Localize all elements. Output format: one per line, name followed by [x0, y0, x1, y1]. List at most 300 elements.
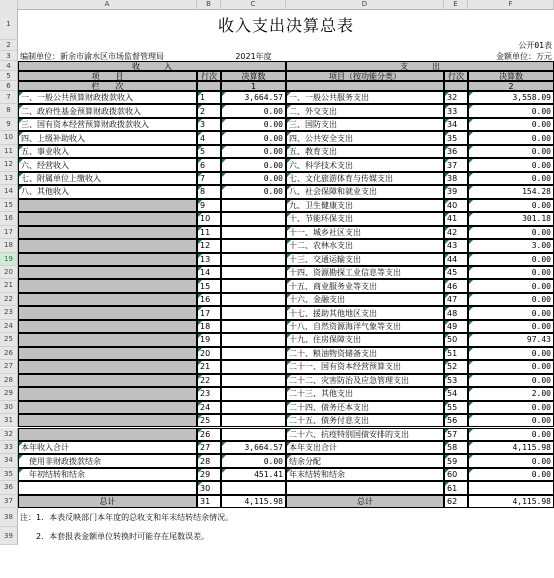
income-amount[interactable] [221, 387, 286, 400]
income-item-name[interactable]: 二、政府性基金预算财政拨款收入 [18, 104, 197, 117]
income-row-number[interactable]: 1 [197, 91, 221, 104]
income-amount[interactable]: 0.00 [221, 131, 286, 144]
cell-indicator-icon [198, 442, 202, 446]
row-number[interactable]: 6 [0, 81, 18, 91]
cell-indicator-icon [287, 334, 291, 338]
expense-row-number[interactable]: 52 [444, 360, 468, 373]
expense-item-name[interactable]: 四、公共安全支出 [286, 131, 444, 144]
income-item-name[interactable] [18, 279, 197, 292]
expense-amount[interactable] [468, 481, 554, 494]
income-row-number[interactable]: 19 [197, 333, 221, 346]
lanci-blank-e[interactable] [444, 81, 468, 91]
column-header-e[interactable]: E [444, 0, 468, 9]
income-row-number[interactable]: 17 [197, 306, 221, 319]
expense-row-number[interactable]: 47 [444, 293, 468, 306]
income-row-number[interactable]: 10 [197, 212, 221, 225]
expense-section-header[interactable]: 支 出 [286, 61, 554, 71]
cell-indicator-icon [445, 469, 449, 473]
row-number[interactable]: 37 [0, 495, 18, 508]
report-year[interactable]: 2021年度 [235, 51, 272, 61]
income-amount[interactable]: 0.00 [221, 104, 286, 117]
income-row-number[interactable]: 15 [197, 279, 221, 292]
report-title[interactable]: 收入支出决算总表 [217, 16, 354, 35]
row-number[interactable]: 15 [0, 199, 18, 212]
income-row-number[interactable]: 23 [197, 387, 221, 400]
income-amount[interactable]: 0.00 [221, 172, 286, 185]
income-item-name[interactable] [18, 360, 197, 373]
income-amount[interactable]: 451.41 [221, 468, 286, 481]
lanci-label[interactable]: 栏 次 [18, 81, 197, 91]
expense-amount[interactable]: 301.18 [468, 212, 554, 225]
row-number[interactable]: 7 [0, 91, 18, 104]
cell-indicator-icon [222, 159, 226, 163]
income-section-header[interactable]: 收 入 [18, 61, 286, 71]
cell-indicator-icon [445, 455, 449, 459]
lanci-1[interactable]: 1 [221, 81, 286, 91]
income-amount[interactable] [221, 293, 286, 306]
row-number[interactable]: 19 [0, 253, 18, 266]
income-amount[interactable] [221, 481, 286, 494]
expense-row-number[interactable]: 48 [444, 306, 468, 319]
income-row-number[interactable]: 29 [197, 468, 221, 481]
cell-indicator-icon [469, 254, 473, 258]
lanci-blank-b[interactable] [197, 81, 221, 91]
income-row-number[interactable]: 12 [197, 239, 221, 252]
row-number[interactable]: 16 [0, 212, 18, 225]
income-item-name[interactable]: 四、上级补助收入 [18, 131, 197, 144]
cell-indicator-icon [469, 227, 473, 231]
expense-item-name[interactable]: 二十二、灾害防治及应急管理支出 [286, 374, 444, 387]
row-number[interactable]: 13 [0, 172, 18, 185]
income-item-name[interactable] [18, 428, 197, 441]
row-number[interactable]: 23 [0, 306, 18, 319]
row-number[interactable]: 35 [0, 468, 18, 481]
cell-indicator-icon [445, 375, 449, 379]
expense-amount[interactable]: 0.00 [468, 131, 554, 144]
expense-amount[interactable]: 0.00 [468, 428, 554, 441]
expense-amount[interactable]: 0.00 [468, 347, 554, 360]
cell-indicator-icon [287, 469, 291, 473]
expense-item-name[interactable]: 十七、援助其他地区支出 [286, 306, 444, 319]
income-row-number[interactable]: 16 [197, 293, 221, 306]
cell-indicator-icon [287, 321, 291, 325]
income-amount[interactable] [221, 212, 286, 225]
cell-indicator-icon [469, 334, 473, 338]
compiling-unit[interactable]: 编制单位：新余市渝水区市场监督管理局 [20, 51, 164, 61]
income-amount[interactable]: 0.00 [221, 454, 286, 467]
cell-indicator-icon [445, 213, 449, 217]
expense-row-number[interactable]: 36 [444, 145, 468, 158]
cell-indicator-icon [445, 388, 449, 392]
column-header-f[interactable]: F [468, 0, 554, 9]
amount-unit[interactable]: 金额单位：万元 [496, 51, 552, 61]
expense-total-value[interactable]: 4,115.98 [468, 495, 554, 508]
income-item-name[interactable] [18, 387, 197, 400]
expense-row-number[interactable]: 49 [444, 320, 468, 333]
income-amount[interactable] [221, 266, 286, 279]
income-row-number[interactable]: 2 [197, 104, 221, 117]
expense-amount[interactable]: 0.00 [468, 172, 554, 185]
income-item-name[interactable] [18, 401, 197, 414]
expense-amount[interactable]: 3,558.09 [468, 91, 554, 104]
expense-row-number[interactable]: 40 [444, 199, 468, 212]
row-number[interactable]: 3 [0, 51, 18, 61]
income-row-number[interactable]: 11 [197, 226, 221, 239]
expense-amount[interactable]: 0.00 [468, 293, 554, 306]
row-number[interactable]: 5 [0, 71, 18, 81]
lanci-2[interactable]: 2 [468, 81, 554, 91]
income-item-name[interactable] [18, 414, 197, 427]
income-item-name[interactable]: 八、其他收入 [18, 185, 197, 198]
expense-row-number[interactable]: 50 [444, 333, 468, 346]
income-row-number[interactable]: 25 [197, 414, 221, 427]
lanci-blank-d[interactable] [286, 81, 444, 91]
cell-indicator-icon [198, 159, 202, 163]
income-amount[interactable] [221, 374, 286, 387]
expense-item-name[interactable]: 九、卫生健康支出 [286, 199, 444, 212]
expense-amount[interactable]: 97.43 [468, 333, 554, 346]
income-item-name[interactable]: 六、经营收入 [18, 158, 197, 171]
income-row-number[interactable]: 30 [197, 481, 221, 494]
cell-indicator-icon [445, 334, 449, 338]
expense-row-number[interactable]: 56 [444, 414, 468, 427]
column-header-b[interactable]: B [197, 0, 221, 9]
note-2[interactable]: 2．本套报表金额单位转换时可能存在尾数误差。 [20, 531, 210, 541]
cell-indicator-icon [19, 105, 23, 109]
row-number[interactable]: 27 [0, 360, 18, 373]
expense-item-name[interactable]: 十九、住房保障支出 [286, 333, 444, 346]
income-row-number[interactable]: 8 [197, 185, 221, 198]
income-amount[interactable]: 3,664.57 [221, 91, 286, 104]
cell-indicator-icon [19, 186, 23, 190]
expense-amount[interactable]: 0.00 [468, 226, 554, 239]
income-item-name[interactable] [18, 347, 197, 360]
income-item-name[interactable]: 年初结转和结余 [18, 468, 197, 481]
expense-amount[interactable]: 0.00 [468, 266, 554, 279]
income-row-number[interactable]: 21 [197, 360, 221, 373]
row-number[interactable]: 31 [0, 414, 18, 427]
row-number[interactable]: 4 [0, 61, 18, 71]
expense-item-name[interactable] [286, 481, 444, 494]
row-number[interactable]: 39 [0, 527, 18, 545]
expense-row-number[interactable]: 35 [444, 131, 468, 144]
form-code[interactable]: 公开01表 [518, 41, 552, 50]
expense-item-name[interactable]: 八、社会保障和就业支出 [286, 185, 444, 198]
row-number[interactable]: 24 [0, 320, 18, 333]
income-total-value[interactable]: 4,115.98 [221, 495, 286, 508]
row-number[interactable]: 17 [0, 226, 18, 239]
cell-indicator-icon [198, 415, 202, 419]
cell-indicator-icon [198, 280, 202, 284]
income-row-number[interactable]: 4 [197, 131, 221, 144]
row-number[interactable]: 12 [0, 158, 18, 171]
cell-indicator-icon [198, 375, 202, 379]
expense-item-name[interactable]: 一、一般公共服务支出 [286, 91, 444, 104]
cell-indicator-icon [198, 455, 202, 459]
corner-select-all[interactable] [0, 0, 18, 9]
row-number[interactable]: 29 [0, 387, 18, 400]
income-amount[interactable]: 0.00 [221, 145, 286, 158]
cell-indicator-icon [287, 92, 291, 96]
expense-row-number[interactable]: 61 [444, 481, 468, 494]
income-row-number[interactable]: 28 [197, 454, 221, 467]
income-item-name[interactable] [18, 266, 197, 279]
income-row-number[interactable]: 5 [197, 145, 221, 158]
income-row-number[interactable]: 14 [197, 266, 221, 279]
income-amount[interactable] [221, 239, 286, 252]
income-item-name[interactable] [18, 226, 197, 239]
cell-indicator-icon [445, 105, 449, 109]
expense-row-number[interactable]: 43 [444, 239, 468, 252]
income-row-number[interactable]: 22 [197, 374, 221, 387]
expense-row-number[interactable]: 55 [444, 401, 468, 414]
row-number[interactable]: 1 [0, 9, 18, 40]
cell-indicator-icon [198, 334, 202, 338]
expense-amount[interactable]: 0.00 [468, 401, 554, 414]
income-amount[interactable] [221, 199, 286, 212]
income-amount[interactable]: 3,664.57 [221, 441, 286, 454]
cell-indicator-icon [469, 186, 473, 190]
expense-amount[interactable]: 0.00 [468, 454, 554, 467]
income-row-number[interactable]: 27 [197, 441, 221, 454]
expense-row-number[interactable]: 38 [444, 172, 468, 185]
expense-amount[interactable]: 0.00 [468, 374, 554, 387]
expense-amount[interactable]: 3.00 [468, 239, 554, 252]
income-row-header[interactable]: 行次 [197, 71, 221, 81]
row-number[interactable]: 25 [0, 333, 18, 346]
expense-item-name[interactable]: 二十四、债务还本支出 [286, 401, 444, 414]
expense-item-name[interactable]: 十一、城乡社区支出 [286, 226, 444, 239]
row-number[interactable]: 2 [0, 40, 18, 51]
expense-amount[interactable]: 4,115.98 [468, 441, 554, 454]
expense-item-name[interactable]: 二十三、其他支出 [286, 387, 444, 400]
expense-item-name[interactable]: 十五、商业服务业等支出 [286, 279, 444, 292]
row-number[interactable]: 33 [0, 441, 18, 454]
income-amount[interactable] [221, 253, 286, 266]
income-row-number[interactable]: 26 [197, 428, 221, 441]
expense-row-number[interactable]: 46 [444, 279, 468, 292]
cell-indicator-icon [198, 213, 202, 217]
row-number[interactable]: 36 [0, 481, 18, 494]
expense-amount[interactable]: 0.00 [468, 104, 554, 117]
expense-item-name[interactable]: 本年支出合计 [286, 441, 444, 454]
income-item-name[interactable]: 五、事业收入 [18, 145, 197, 158]
income-row-number[interactable]: 18 [197, 320, 221, 333]
expense-item-name[interactable]: 十二、农林水支出 [286, 239, 444, 252]
income-item-name[interactable] [18, 253, 197, 266]
income-row-number[interactable]: 24 [197, 401, 221, 414]
expense-amount[interactable]: 0.00 [468, 145, 554, 158]
income-item-name[interactable]: 使用非财政拨款结余 [18, 454, 197, 467]
income-amount[interactable]: 0.00 [221, 158, 286, 171]
expense-total-label[interactable]: 总计 [286, 495, 444, 508]
expense-row-number[interactable]: 51 [444, 347, 468, 360]
expense-item-name[interactable]: 二、外交支出 [286, 104, 444, 117]
expense-total-row[interactable]: 62 [444, 495, 468, 508]
row-number[interactable]: 34 [0, 454, 18, 467]
expense-amount[interactable]: 0.00 [468, 118, 554, 131]
income-item-name[interactable] [18, 481, 197, 494]
income-item-name[interactable] [18, 333, 197, 346]
row-number[interactable]: 8 [0, 104, 18, 117]
income-amount-header[interactable]: 决算数 [221, 71, 286, 81]
row-number[interactable]: 10 [0, 131, 18, 144]
expense-row-number[interactable]: 32 [444, 91, 468, 104]
expense-row-number[interactable]: 45 [444, 266, 468, 279]
income-amount[interactable]: 0.00 [221, 118, 286, 131]
row-number[interactable]: 22 [0, 293, 18, 306]
cell-indicator-icon [198, 227, 202, 231]
expense-item-name[interactable]: 六、科学技术支出 [286, 158, 444, 171]
expense-item-name[interactable]: 年末结转和结余 [286, 468, 444, 481]
expense-row-number[interactable]: 60 [444, 468, 468, 481]
expense-row-number[interactable]: 57 [444, 428, 468, 441]
cell-indicator-icon [287, 227, 291, 231]
row-number[interactable]: 21 [0, 279, 18, 292]
expense-row-number[interactable]: 58 [444, 441, 468, 454]
expense-row-header[interactable]: 行次 [444, 71, 468, 81]
income-amount[interactable] [221, 226, 286, 239]
row-number[interactable]: 30 [0, 401, 18, 414]
expense-amount[interactable]: 0.00 [468, 360, 554, 373]
expense-row-number[interactable]: 39 [444, 185, 468, 198]
income-amount[interactable] [221, 333, 286, 346]
cell-indicator-icon [198, 348, 202, 352]
expense-item-name[interactable]: 十六、金融支出 [286, 293, 444, 306]
cell-indicator-icon [469, 200, 473, 204]
note-1[interactable]: 注：1．本表反映部门本年度的总收支和年末结转结余情况。 [20, 513, 234, 523]
cell-indicator-icon [445, 429, 449, 433]
column-header-d[interactable]: D [286, 0, 444, 9]
cell-indicator-icon [287, 388, 291, 392]
income-item-name[interactable] [18, 212, 197, 225]
expense-row-number[interactable]: 33 [444, 104, 468, 117]
expense-item-name[interactable]: 二十一、国有资本经营预算支出 [286, 360, 444, 373]
expense-amount[interactable]: 2.00 [468, 387, 554, 400]
row-number[interactable]: 11 [0, 145, 18, 158]
expense-amount[interactable]: 0.00 [468, 279, 554, 292]
expense-amount[interactable]: 0.00 [468, 158, 554, 171]
row-number[interactable]: 38 [0, 508, 18, 527]
cell-indicator-icon [287, 361, 291, 365]
expense-row-number[interactable]: 44 [444, 253, 468, 266]
expense-amount[interactable]: 0.00 [468, 253, 554, 266]
cell-indicator-icon [287, 105, 291, 109]
expense-row-number[interactable]: 54 [444, 387, 468, 400]
cell-indicator-icon [469, 213, 473, 217]
expense-item-name[interactable]: 十八、自然资源海洋气象等支出 [286, 320, 444, 333]
income-item-name[interactable] [18, 239, 197, 252]
expense-item-name[interactable]: 二十五、债务付息支出 [286, 414, 444, 427]
expense-amount[interactable]: 0.00 [468, 199, 554, 212]
expense-item-name[interactable]: 十三、交通运输支出 [286, 253, 444, 266]
income-row-number[interactable]: 20 [197, 347, 221, 360]
income-item-name[interactable]: 七、附属单位上缴收入 [18, 172, 197, 185]
income-amount[interactable] [221, 428, 286, 441]
column-header-a[interactable]: A [18, 0, 197, 9]
income-item-name[interactable]: 三、国有资本经营预算财政拨款收入 [18, 118, 197, 131]
expense-amount[interactable]: 0.00 [468, 414, 554, 427]
expense-item-name[interactable]: 五、教育支出 [286, 145, 444, 158]
income-amount[interactable] [221, 347, 286, 360]
row-number[interactable]: 14 [0, 185, 18, 198]
income-row-number[interactable]: 9 [197, 199, 221, 212]
cell-indicator-icon [469, 375, 473, 379]
expense-row-number[interactable]: 42 [444, 226, 468, 239]
column-header-c[interactable]: C [221, 0, 286, 9]
income-item-header[interactable]: 项 目 [18, 71, 197, 81]
income-amount[interactable] [221, 360, 286, 373]
income-item-name[interactable]: 本年收入合计 [18, 441, 197, 454]
expense-item-name[interactable]: 十四、资源勘探工业信息等支出 [286, 266, 444, 279]
income-amount[interactable] [221, 279, 286, 292]
income-item-name[interactable]: 一、一般公共预算财政拨款收入 [18, 91, 197, 104]
income-row-number[interactable]: 13 [197, 253, 221, 266]
expense-amount[interactable]: 154.28 [468, 185, 554, 198]
expense-item-header[interactable]: 项目（按功能分类） [286, 71, 444, 81]
income-row-number[interactable]: 3 [197, 118, 221, 131]
expense-item-name[interactable]: 三、国防支出 [286, 118, 444, 131]
row-number[interactable]: 18 [0, 239, 18, 252]
cell-indicator-icon [198, 92, 202, 96]
cell-indicator-icon [198, 388, 202, 392]
income-total-row[interactable]: 31 [197, 495, 221, 508]
expense-item-name[interactable]: 十、节能环保支出 [286, 212, 444, 225]
expense-row-number[interactable]: 53 [444, 374, 468, 387]
expense-amount[interactable]: 0.00 [468, 306, 554, 319]
expense-row-number[interactable]: 34 [444, 118, 468, 131]
expense-row-number[interactable]: 59 [444, 454, 468, 467]
income-item-name[interactable] [18, 293, 197, 306]
income-amount[interactable] [221, 306, 286, 319]
expense-amount[interactable]: 0.00 [468, 320, 554, 333]
row-number[interactable]: 32 [0, 428, 18, 441]
income-amount[interactable] [221, 414, 286, 427]
cell-indicator-icon [198, 119, 202, 123]
cell-indicator-icon [469, 267, 473, 271]
expense-item-name[interactable]: 七、文化旅游体育与传媒支出 [286, 172, 444, 185]
cell-indicator-icon [469, 429, 473, 433]
expense-item-name[interactable]: 二十、粮油物资储备支出 [286, 347, 444, 360]
expense-row-number[interactable]: 37 [444, 158, 468, 171]
income-total-label[interactable]: 总计 [18, 495, 197, 508]
expense-item-name[interactable]: 结余分配 [286, 454, 444, 467]
income-item-name[interactable] [18, 306, 197, 319]
income-item-name[interactable] [18, 374, 197, 387]
row-number[interactable]: 26 [0, 347, 18, 360]
row-number[interactable]: 28 [0, 374, 18, 387]
expense-item-name[interactable]: 二十六、抗疫特别国债安排的支出 [286, 428, 444, 441]
income-item-name[interactable] [18, 320, 197, 333]
cell-indicator-icon [445, 146, 449, 150]
income-item-name[interactable] [18, 199, 197, 212]
row-number[interactable]: 20 [0, 266, 18, 279]
expense-amount-header[interactable]: 决算数 [468, 71, 554, 81]
expense-amount[interactable]: 0.00 [468, 468, 554, 481]
row-number[interactable]: 9 [0, 118, 18, 131]
cell-indicator-icon [19, 469, 23, 473]
income-row-number[interactable]: 6 [197, 158, 221, 171]
cell-indicator-icon [198, 482, 202, 486]
income-amount[interactable]: 0.00 [221, 185, 286, 198]
income-amount[interactable] [221, 320, 286, 333]
income-amount[interactable] [221, 401, 286, 414]
cell-indicator-icon [469, 402, 473, 406]
cell-indicator-icon [19, 442, 23, 446]
cell-indicator-icon [445, 402, 449, 406]
expense-row-number[interactable]: 41 [444, 212, 468, 225]
income-row-number[interactable]: 7 [197, 172, 221, 185]
